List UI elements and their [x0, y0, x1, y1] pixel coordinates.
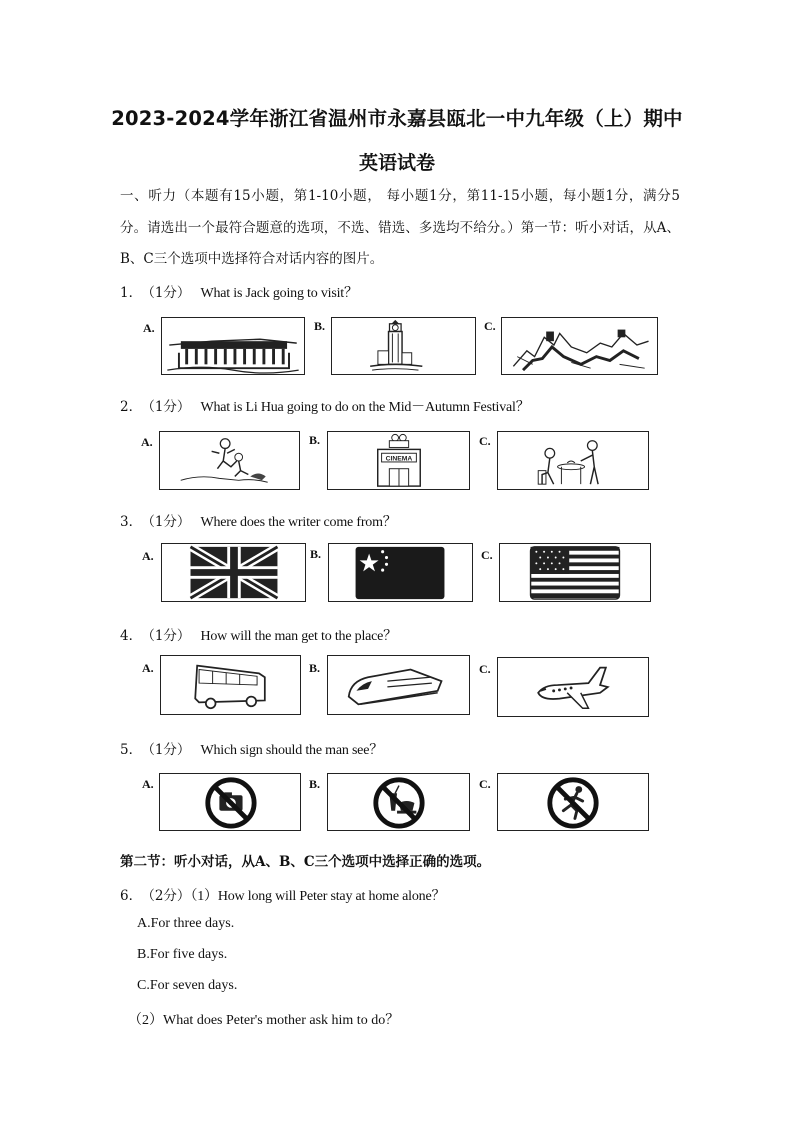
- option-image-climbing[interactable]: [159, 431, 300, 490]
- option-label: A.: [142, 549, 154, 563]
- great-wall-icon: [502, 318, 657, 374]
- clock-tower-icon: [332, 318, 475, 374]
- china-flag-icon: [329, 544, 472, 601]
- question-number: 1．: [120, 285, 143, 301]
- option-label: B.: [314, 319, 326, 333]
- no-food-icon: [328, 774, 469, 830]
- exam-subtitle: 英语试卷: [358, 152, 435, 174]
- question-5: [120, 738, 383, 759]
- option-image-no-running-sign[interactable]: [497, 773, 649, 831]
- section2-heading: 第二节：听小对话，从A、B、C三个选项中选择正确的选项。: [120, 854, 491, 870]
- option-image-dam[interactable]: [161, 317, 305, 375]
- question-points: （1分）: [148, 628, 191, 644]
- question-points: （1分）: [148, 399, 191, 415]
- train-icon: [328, 656, 469, 714]
- section1-intro: 一、听力（本题有15小题，第1-10小题， 每小题1分，第11-15小题，每小题1分，满分5分。请选出一个最符合题意的选项，不选、错选、多选均不给分。）第一节：听小对话，从A、B、C三个选项中选择符合对话内容的图片。: [120, 188, 680, 267]
- question-points: （1分）: [148, 285, 191, 301]
- question-text: How will the man get to the place？: [200, 629, 397, 644]
- question-3: [120, 510, 397, 531]
- question-4: [120, 624, 397, 645]
- option-image-clock-tower[interactable]: [331, 317, 476, 375]
- option-image-cinema[interactable]: [327, 431, 470, 490]
- option-image-no-food-sign[interactable]: [327, 773, 470, 831]
- question-number: 5．: [120, 742, 143, 758]
- option-image-dinner[interactable]: [497, 431, 649, 490]
- option-label: A.: [142, 777, 154, 791]
- option-image-uk-flag[interactable]: [161, 543, 306, 602]
- question-text: Which sign should the man see？: [200, 743, 384, 758]
- option-image-no-photos-sign[interactable]: [159, 773, 301, 831]
- option-label: B.: [309, 661, 321, 675]
- option-label: C.: [479, 662, 491, 676]
- option-label: A.: [141, 435, 153, 449]
- question-1: [120, 281, 358, 302]
- dam-icon: [162, 318, 304, 374]
- question-text: What is Li Hua going to do on the Mid－Autumn Festival？: [200, 400, 530, 415]
- question-number: 4．: [120, 628, 143, 644]
- question-points: （2分）: [148, 888, 191, 904]
- no-running-icon: [498, 774, 648, 830]
- bus-icon: [161, 656, 300, 714]
- option-label: A.: [143, 321, 155, 335]
- question-6: [120, 884, 445, 905]
- climbing-icon: [160, 432, 299, 489]
- cinema-sign-text: CINEMA: [385, 455, 413, 463]
- choice-b[interactable]: B.For five days.: [137, 947, 228, 962]
- question-6-part2: （2）What does Peter's mother ask him to do？: [128, 1013, 400, 1028]
- question-text: Where does the writer come from？: [200, 515, 397, 530]
- question-text: （1）How long will Peter stay at home alone？: [190, 889, 446, 904]
- uk-flag-icon: [162, 544, 305, 601]
- question-2: [120, 395, 530, 416]
- dinner-icon: [498, 432, 648, 489]
- no-photos-icon: [160, 774, 300, 830]
- question-points: （1分）: [148, 742, 191, 758]
- option-image-bus[interactable]: [160, 655, 301, 715]
- us-flag-icon: [500, 544, 650, 601]
- option-image-china-flag[interactable]: [328, 543, 473, 602]
- option-label: A.: [142, 661, 154, 675]
- question-number: 6．: [120, 888, 143, 904]
- option-label: C.: [484, 319, 496, 333]
- option-label: B.: [310, 547, 322, 561]
- choice-c[interactable]: C.For seven days.: [137, 978, 238, 993]
- option-label: B.: [309, 433, 321, 447]
- option-label: C.: [479, 777, 491, 791]
- option-label: C.: [479, 434, 491, 448]
- question-number: 3．: [120, 514, 143, 530]
- option-image-plane[interactable]: [497, 657, 649, 717]
- option-image-train[interactable]: [327, 655, 470, 715]
- exam-title: 2023-2024学年浙江省温州市永嘉县瓯北一中九年级（上）期中: [111, 107, 683, 130]
- question-points: （1分）: [148, 514, 191, 530]
- option-image-us-flag[interactable]: [499, 543, 651, 602]
- option-label: B.: [309, 777, 321, 791]
- question-number: 2．: [120, 399, 143, 415]
- option-image-great-wall[interactable]: [501, 317, 658, 375]
- choice-a[interactable]: A.For three days.: [137, 916, 235, 931]
- plane-icon: [498, 658, 648, 716]
- question-text: What is Jack going to visit？: [200, 286, 358, 301]
- cinema-icon: [328, 432, 469, 489]
- option-label: C.: [481, 548, 493, 562]
